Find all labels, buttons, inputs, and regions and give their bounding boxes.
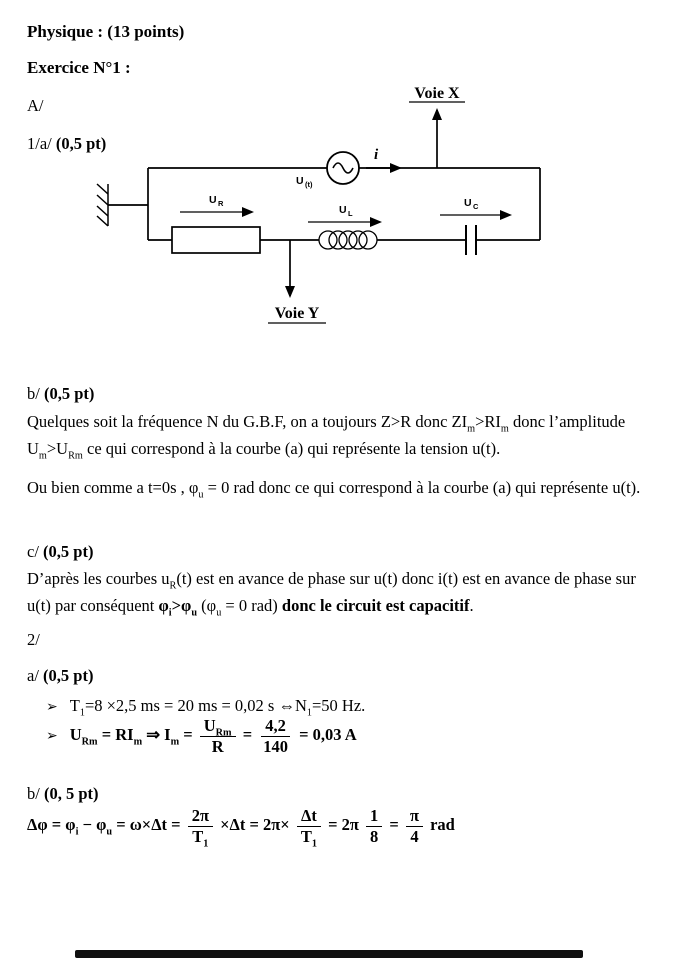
arrow-bullet-icon: ➢ <box>46 728 58 744</box>
voie-y-label: Voie Y <box>274 305 320 322</box>
wall-support-icon <box>97 184 108 226</box>
paragraph-c-answer: D’après les courbes $u_R(t)$ est en avance de phase sur u(t) donc i(t) est en avance de phase sur u(t) par conséquent $\varphi_i>\varphi_u$ ($\varphi_u = 0$ rad) donc le circuit est capacitif. <box>27 569 636 619</box>
uc-label: U <box>464 197 472 209</box>
inductor-icon <box>319 231 377 249</box>
question-2-label: 2/ <box>27 630 40 649</box>
voie-x-label: Voie X <box>414 85 460 102</box>
source-voltage-label: U <box>296 175 304 187</box>
capacitor-icon <box>466 225 476 255</box>
ul-label: U <box>339 204 347 216</box>
answer-2b-formula: $\Delta\varphi = \varphi_i - \varphi_u = \omega\times\Delta t$ = $\frac{2\pi}{T_1}$ ×Δt = 2π× $\frac{\Delta t}{T_1}$ = 2π $\frac{1}{8}$ = $\frac{\pi}{4}$ rad <box>27 806 455 850</box>
question-2b-label: b/ (0, 5 pt) <box>27 784 99 803</box>
question-1a-label: 1/a/ (0,5 pt) <box>27 134 107 153</box>
paragraph-b-answer-1: Quelques soit la fréquence N du G.B.F, on a toujours Z>R donc $ZI_m>RI_m$ donc l’amplitude $U_m>U_{Rm}$ ce qui correspond à la courbe (a) qui représente la tension u(t). <box>27 412 626 462</box>
answer-2a-line-2 <box>46 716 357 757</box>
uc-subscript: C <box>473 202 479 211</box>
question-2a-label: a/ (0,5 pt) <box>27 666 94 685</box>
ur-label: U <box>209 194 217 206</box>
resistor-icon <box>172 227 260 253</box>
paragraph-b-answer-2: Ou bien comme a t=0s , $\varphi_u = 0$ rad donc ce qui correspond à la courbe (a) qui représente u(t). <box>27 478 641 501</box>
ul-subscript: L <box>348 209 353 218</box>
answer-2a-line-1-text: $T_1=8 \times 2,5$ ms = 20 ms = 0,02 s $\Leftrightarrow N_1=50$ Hz. <box>69 696 366 719</box>
section-a-label: A/ <box>27 96 44 115</box>
answer-2a-line-2-text: $U_{Rm} = RI_m$ ⇒ $I_m$ = $\frac{U_{Rm}}{R}$ = $\frac{4,2}{140}$ = 0,03 A <box>69 716 357 756</box>
arrow-bullet-icon: ➢ <box>46 700 58 715</box>
scan-edge-artifact <box>75 950 583 958</box>
page-title: Physique : (13 points) <box>27 22 185 41</box>
exercise-heading: Exercice N°1 : <box>27 58 131 77</box>
current-label: i <box>374 147 379 163</box>
question-c-label: c/ (0,5 pt) <box>27 542 94 561</box>
ur-subscript: R <box>218 199 224 208</box>
circuit-diagram <box>0 78 679 336</box>
question-b-label: b/ (0,5 pt) <box>27 384 95 403</box>
generator-icon <box>327 152 359 184</box>
source-voltage-subscript: (t) <box>305 180 313 189</box>
